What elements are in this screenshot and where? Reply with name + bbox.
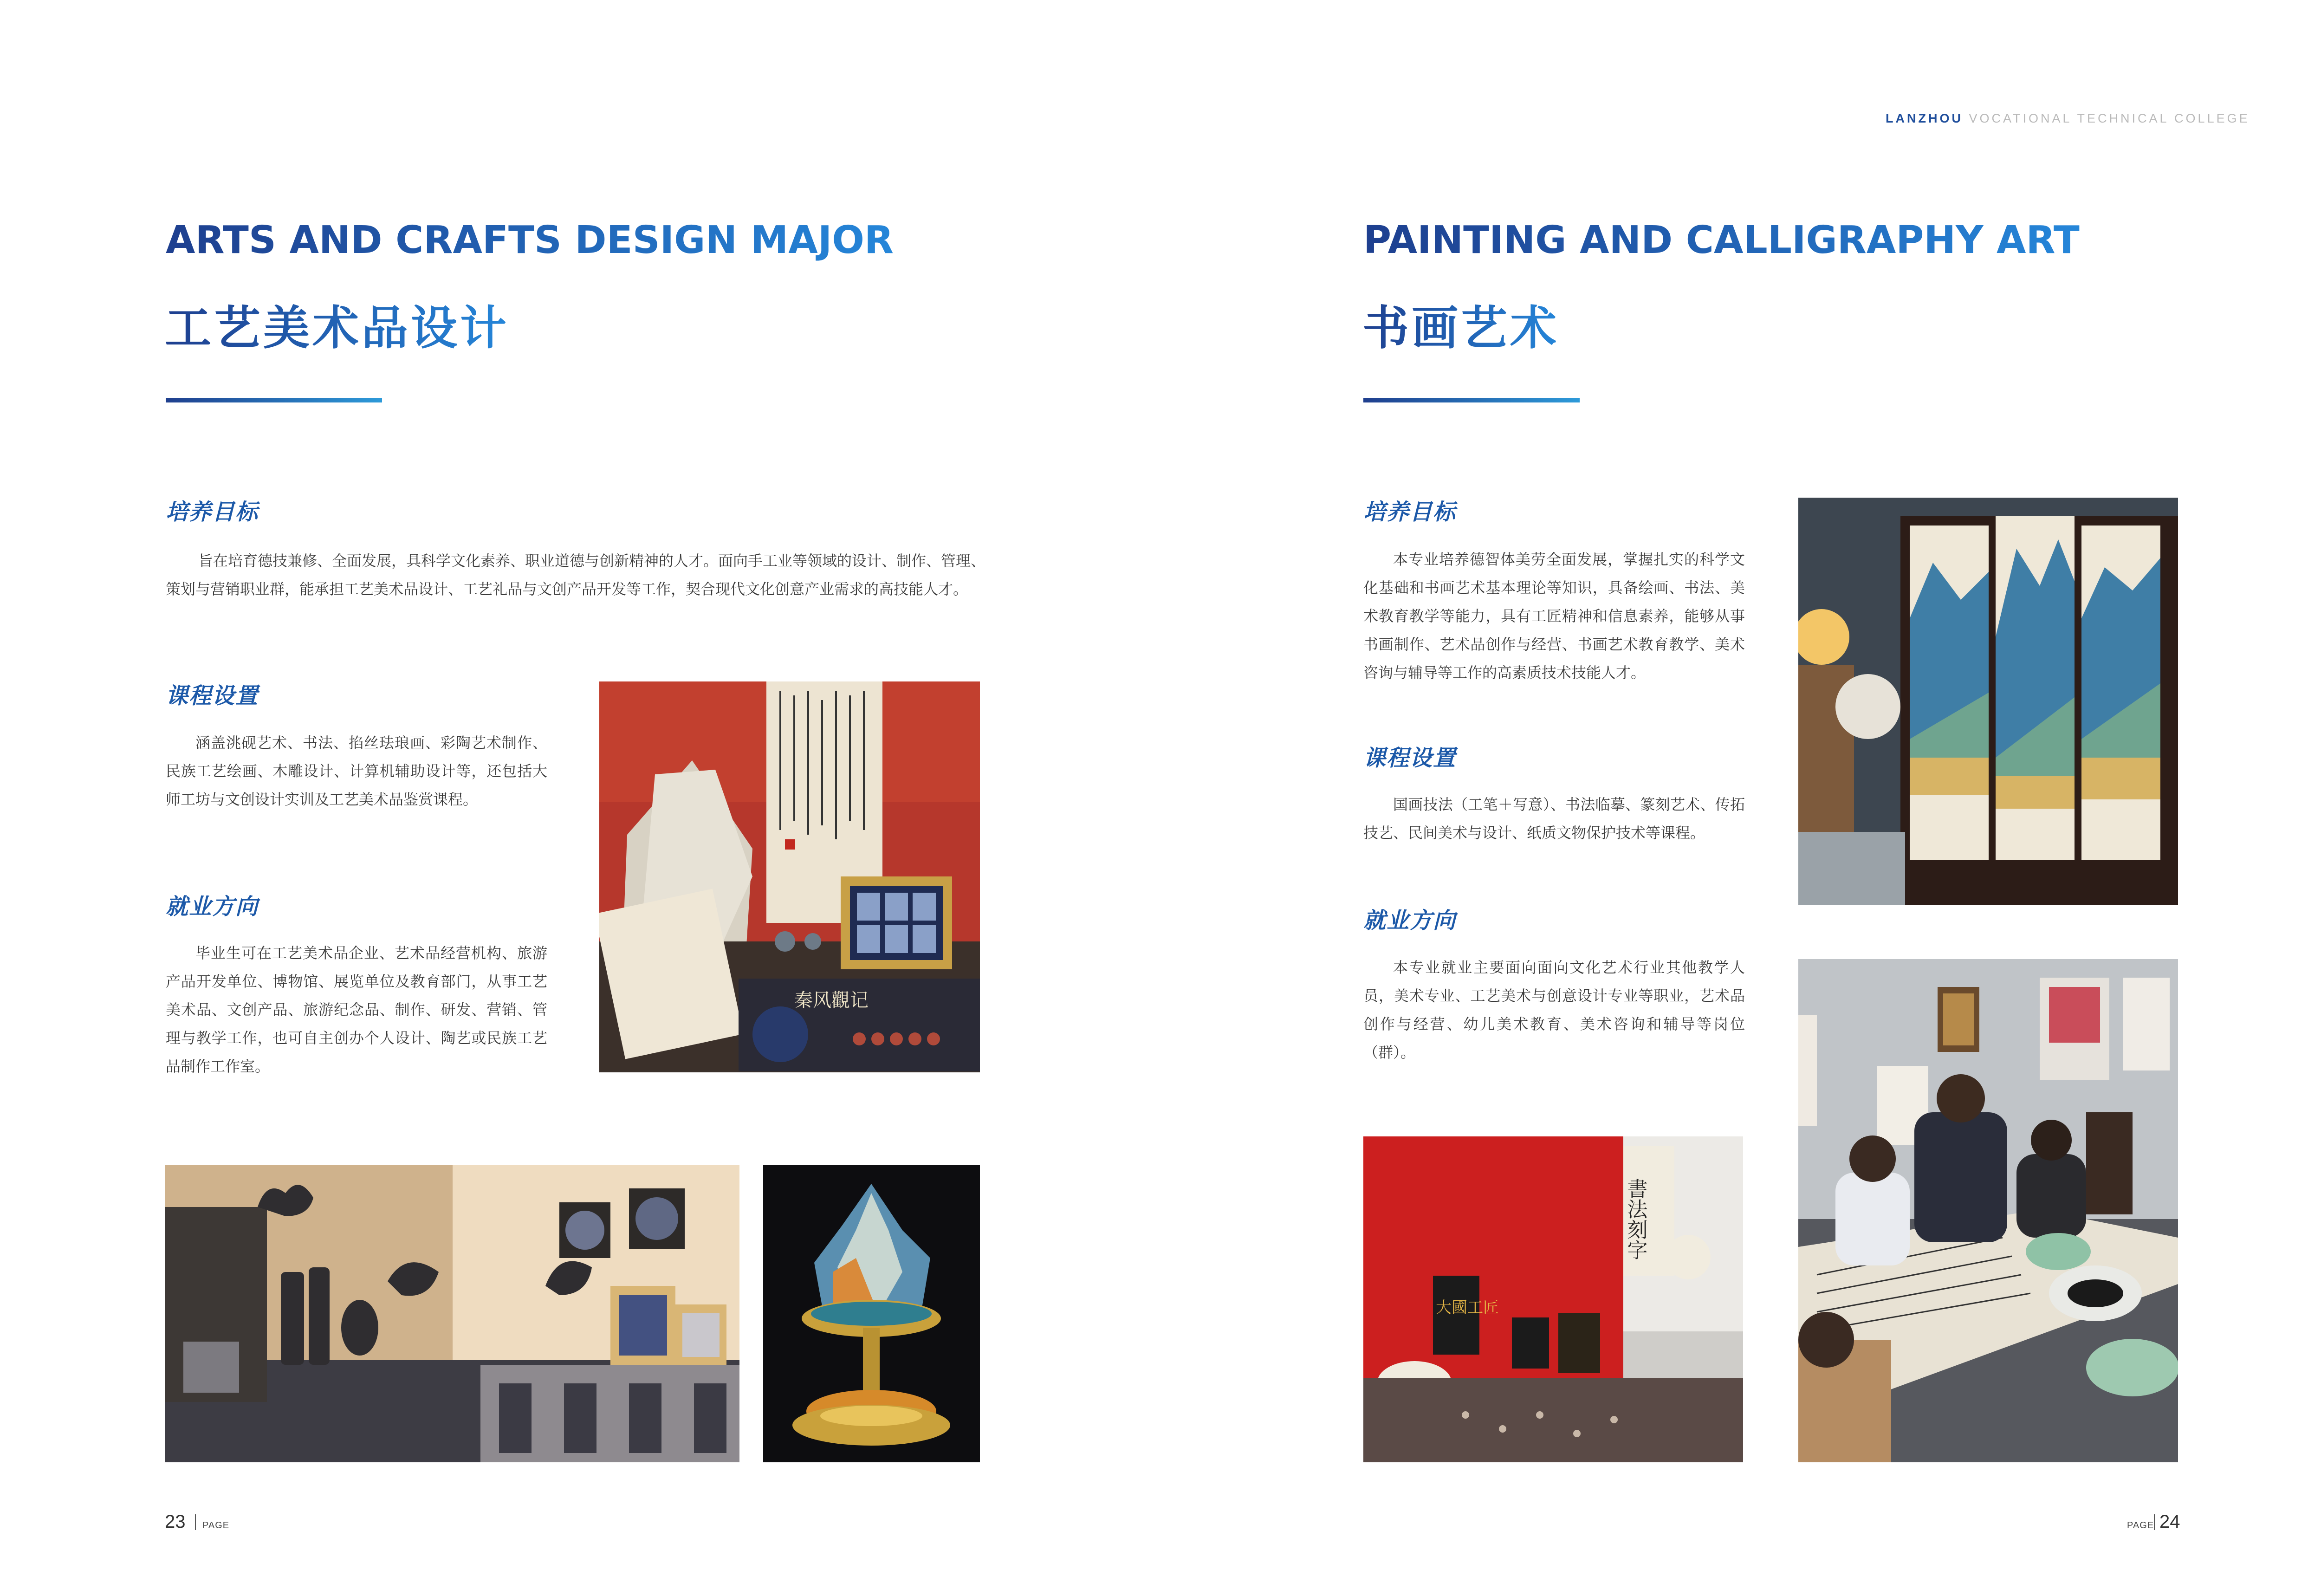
- right-page-divider: [2154, 1514, 2155, 1530]
- left-goal-heading: 培养目标: [166, 499, 259, 525]
- left-course-text: 涵盖洮砚艺术、书法、掐丝珐琅画、彩陶艺术制作、民族工艺绘画、木雕设计、计算机辅助设计等，还包括大师工坊与文创设计实训及工艺美术品鉴赏课程。: [166, 734, 547, 808]
- right-career-heading: 就业方向: [1363, 908, 1457, 934]
- photo-crafts-glass-mountain: [763, 1165, 980, 1462]
- photo-crafts-sculpture-display: [165, 1165, 739, 1462]
- right-course-text: 国画技法（工笔＋写意）、书法临摹、篆刻艺术、传拓技艺、民间美术与设计、纸质文物保护技术等课程。: [1363, 796, 1745, 842]
- right-goal-heading: 培养目标: [1363, 499, 1457, 525]
- left-title-en: ARTS AND CRAFTS DESIGN MAJOR: [166, 218, 894, 262]
- college-brand-header: [1886, 111, 2250, 126]
- right-course-heading: 课程设置: [1363, 745, 1457, 771]
- left-page-number: 23: [165, 1512, 186, 1532]
- left-page-label: PAGE: [202, 1520, 230, 1531]
- right-title-underline: [1363, 398, 1580, 402]
- brand-lanzhou: LANZHOU: [1886, 111, 1963, 125]
- photo-banner-text: 秦风觀记: [794, 990, 869, 1011]
- right-goal-text: 本专业培养德智体美劳全面发展，掌握扎实的科学文化基础和书画艺术基本理论等知识，具备绘画、书法、美术教育教学等能力，具有工匠精神和信息素养，能够从事书画制作、艺术品创作与经营、书画艺术教育教学、美术咨询与辅导等工作的高素质技术技能人才。: [1363, 551, 1745, 681]
- left-title-cn: 工艺美术品设计: [165, 291, 509, 357]
- left-title-underline: [166, 398, 382, 402]
- right-page-label: PAGE: [2127, 1520, 2154, 1531]
- left-career-text: 毕业生可在工艺美术品企业、艺术品经营机构、旅游产品开发单位、博物馆、展览单位及教育部门，从事工艺美术品、文创产品、旅游纪念品、制作、研发、营销、管理与教学工作，也可自主创办个人设计、陶艺或民族工艺品制作工作室。: [166, 944, 547, 1075]
- brand-college-name: VOCATIONAL TECHNICAL COLLEGE: [1963, 111, 2250, 125]
- photo-calligraphy-display: [1363, 1136, 1743, 1462]
- right-career-text: 本专业就业主要面向面向文化艺术行业其他教学人员，美术专业、工艺美术与创意设计专业等职业，艺术品创作与经营、幼儿美术教育、美术咨询和辅导等岗位（群）。: [1363, 959, 1745, 1061]
- right-title-en: PAINTING AND CALLIGRAPHY ART: [1363, 218, 2080, 262]
- left-goal-line-1: 旨在培育德技兼修、全面发展，具科学文化素养、职业道德与创新精神的人才。面向手工业等领域的设计、制作、管理、: [198, 552, 986, 570]
- left-goal-text: [166, 547, 986, 603]
- photo-book-title: 大國工匠: [1436, 1298, 1499, 1317]
- right-title-cn: 书画艺术: [1362, 291, 1559, 357]
- photo-scroll-text: 書法刻字: [1623, 1178, 1647, 1260]
- left-goal-line-2: 策划与营销职业群，能承担工艺美术品设计、工艺礼品与文创产品开发等工作，契合现代文化创意产业需求的高技能人才。: [166, 580, 968, 598]
- left-course-heading: 课程设置: [166, 683, 259, 709]
- left-page-divider: [195, 1514, 196, 1530]
- photo-crafts-exhibition-table: [599, 681, 980, 1072]
- right-page-number: 24: [2159, 1512, 2180, 1532]
- photo-landscape-folding-screen: [1798, 498, 2178, 905]
- photo-calligraphy-class: [1798, 959, 2178, 1462]
- left-career-heading: 就业方向: [166, 894, 259, 920]
